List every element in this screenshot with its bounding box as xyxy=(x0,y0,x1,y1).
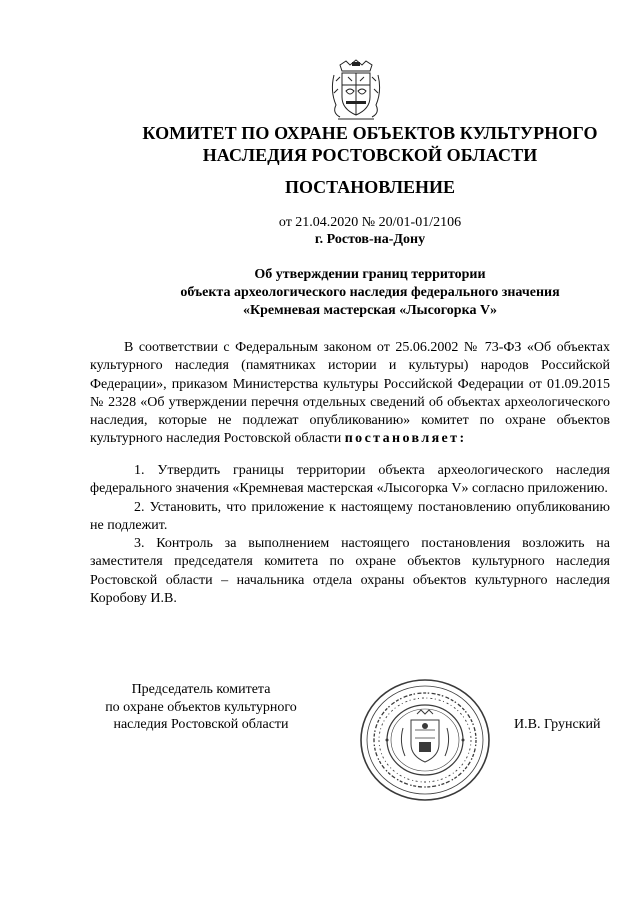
coat-of-arms-icon xyxy=(328,57,384,121)
signatory-title-line-1: Председатель комитета xyxy=(131,682,271,697)
decree-item-3: 3. Контроль за выполнением настоящего постановления возложить на заместителя председателя комитета по охране объектов культурного наследия Ростовской области – начальника отдела охраны объектов культурного наследия Коробову И.В. xyxy=(90,536,610,607)
official-seal-icon xyxy=(357,676,493,804)
committee-line-1: КОМИТЕТ ПО ОХРАНЕ ОБЪЕКТОВ КУЛЬТУРНОГО xyxy=(142,123,598,143)
subject-line-2: объекта археологического наследия федерального значения xyxy=(180,285,560,300)
decree-item-1: 1. Утвердить границы территории объекта археологического наследия федерального значения «Кремневая мастерская «Лысогорка V» согласно приложению. xyxy=(90,463,610,497)
decree-items xyxy=(90,462,610,608)
committee-name xyxy=(90,122,640,166)
city: г. Ростов-на-Дону xyxy=(314,232,426,247)
signatory-name: И.В. Грунский xyxy=(514,717,601,732)
signatory-title-line-2: по охране объектов культурного xyxy=(105,699,297,715)
preamble-paragraph xyxy=(90,339,610,449)
decree-item-2: 2. Установить, что приложение к настоящему постановлению опубликованию не подлежит. xyxy=(90,499,610,533)
document-type: ПОСТАНОВЛЕНИЕ xyxy=(284,177,456,197)
committee-line-2: НАСЛЕДИЯ РОСТОВСКОЙ ОБЛАСТИ xyxy=(202,145,538,165)
preamble-text: В соответствии с Федеральным законом от 25.06.2002 № 73-ФЗ «Об объектах культурного наследия (памятниках истории и культуры) народов Российской Федерации», приказом Министерства культуры Российской Федерации от 01.09.2015 № 2328 «Об утверждении перечня отдельных сведений об объектах археологического наследия, которые не подлежат опубликованию» комитет по охране объектов культурного наследия Ростовской области xyxy=(90,340,610,447)
signatory-title xyxy=(90,681,312,734)
subject-line-1: Об утверждении границ территории xyxy=(254,267,486,282)
subject-line-3: «Кремневая мастерская «Лысогорка V» xyxy=(242,303,498,318)
decree-word: постановляет: xyxy=(344,431,467,447)
signatory-title-line-3: наследия Ростовской области xyxy=(113,717,289,732)
document-subject xyxy=(90,266,640,320)
date-number: от 21.04.2020 № 20/01-01/2106 xyxy=(278,215,462,230)
